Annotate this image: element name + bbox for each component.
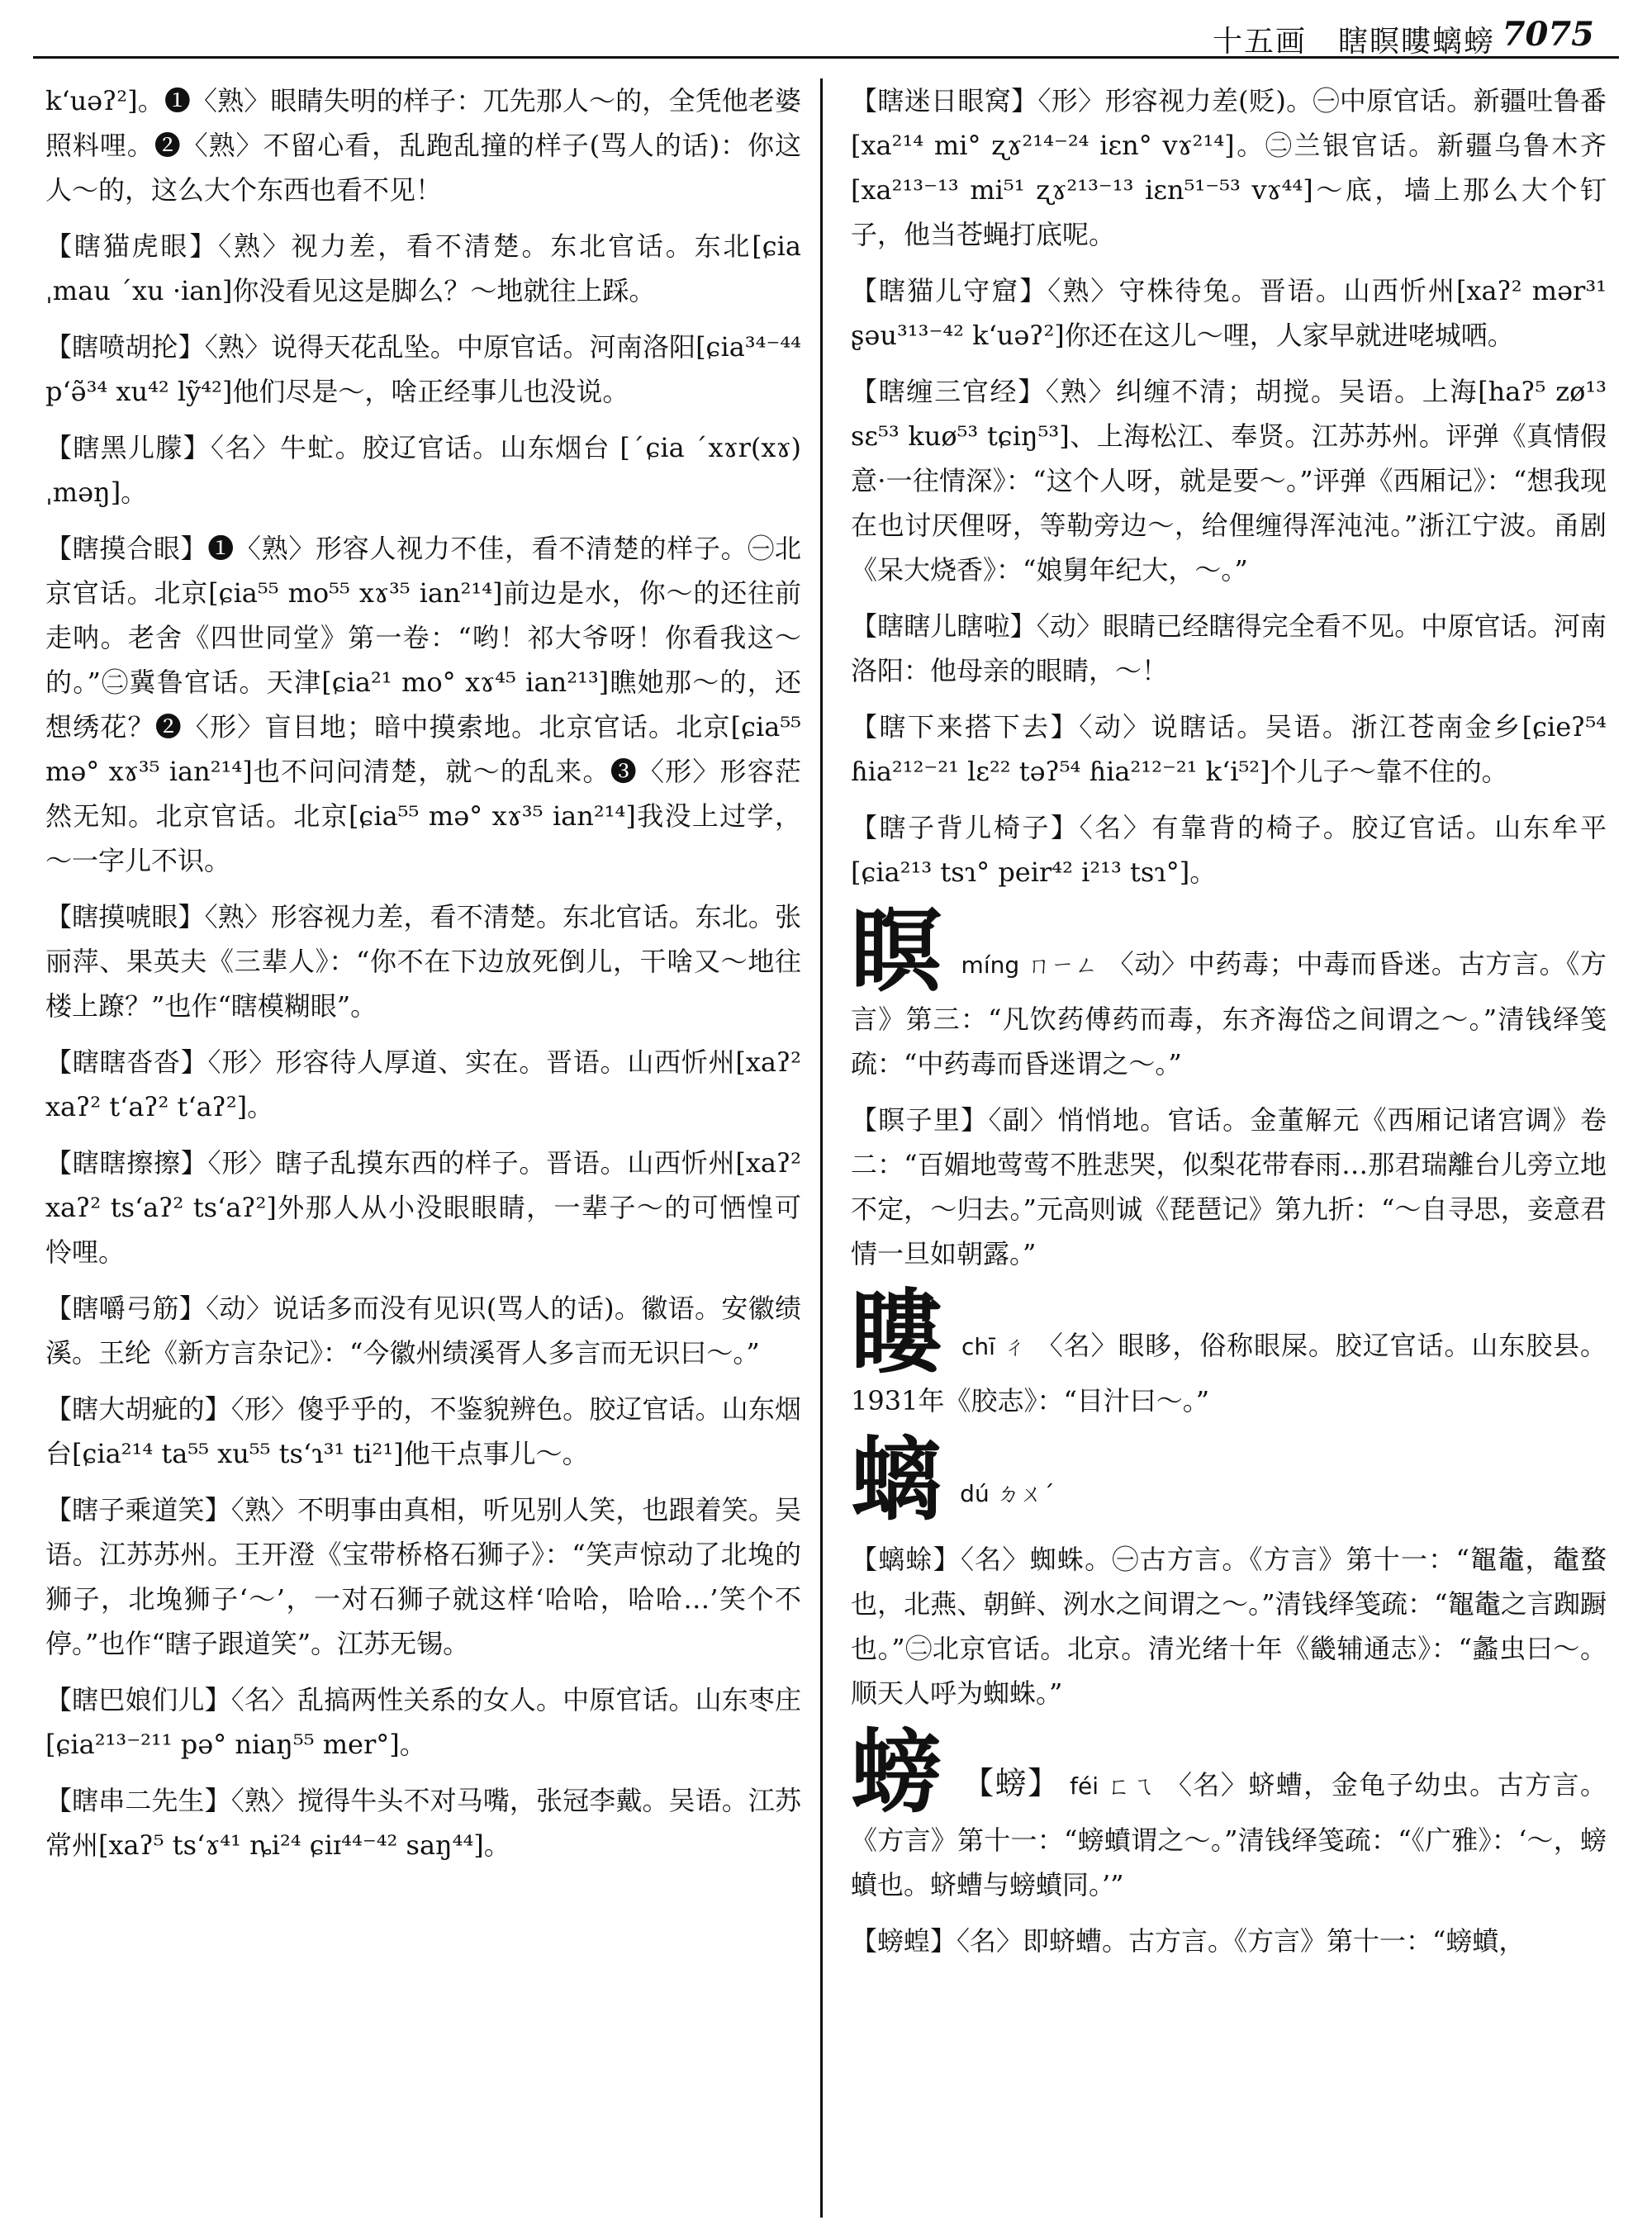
headword-char: 螭: [851, 1426, 942, 1533]
entry: 【瞎巴娘们儿】〈名〉乱搞两性关系的女人。中原官话。山东枣庄[ɕia²¹³⁻²¹¹ pə° niaŋ⁵⁵ mer°]。: [45, 1684, 801, 1760]
headword-char: 螃: [851, 1719, 943, 1825]
entry: 【螭蜍】〈名〉蜘蛛。㊀古方言。《方言》第十一：“鼅鼄，鼄蝥也，北燕、朝鲜、洌水之间谓之～。”清钱绎笺疏：“鼅鼄之言踟蹰也。”㊁北京官话。北京。清光绪十年《畿辅通志》：“蠡虫曰～。顺天人呼为蜘蛛。”: [851, 1544, 1607, 1709]
entry: 【瞎瞎沓沓】〈形〉形容待人厚道、实在。晋语。山西忻州[xaʔ² xaʔ² t‘aʔ² t‘aʔ²]。: [45, 1046, 801, 1122]
pinyin: míng ㄇㄧㄥ: [961, 951, 1099, 979]
entry: 【瞎子乘道笑】〈熟〉不明事由真相，听见别人笑，也跟着笑。吴语。江苏苏州。王开澄《宝带桥格石狮子》：“笑声惊动了北堍的狮子，北堍狮子‘～’，一对石狮子就这样‘哈哈，哈哈…’笑个不停。”也作“瞎子跟道笑”。江苏无锡。: [45, 1494, 801, 1659]
page-header: [33, 15, 1619, 59]
entry: 【瞎摸唬眼】〈熟〉形容视力差，看不清楚。东北官话。东北。张丽萍、果英夫《三辈人》：“你不在下边放死倒儿，干啥又～地往楼上蹽？”也作“瞎模糊眼”。: [45, 901, 801, 1022]
headword-fei: [851, 1719, 1607, 1907]
pinyin: dú ㄉㄨˊ: [960, 1480, 1055, 1507]
entry: 【瞎大胡疵的】〈形〉傻乎乎的，不鉴貌辨色。胶辽官话。山东烟台[ɕia²¹⁴ ta⁵⁵ xu⁵⁵ ts‘ɿ³¹ ti²¹]他干点事儿～。: [45, 1393, 801, 1469]
entry: 【瞎嚼弓筋】〈动〉说话多而没有见识(骂人的话)。徽语。安徽绩溪。王纶《新方言杂记》：“今徽州绩溪胥人多言而无识曰～。”: [45, 1293, 801, 1369]
left-column: [45, 78, 801, 1879]
entry: 【瞎瞎儿瞎啦】〈动〉眼睛已经瞎得完全看不见。中原官话。河南洛阳：他母亲的眼睛，～！: [851, 610, 1607, 686]
entry: 【瞎下来搭下去】〈动〉说瞎话。吴语。浙江苍南金乡[ɕieʔ⁵⁴ ɦia²¹²⁻²¹ lɛ²² təʔ⁵⁴ ɦia²¹²⁻²¹ k‘i⁵²]个儿子～靠不住的。: [851, 711, 1607, 787]
definition: 〈名〉蛴螬，金龟子幼虫。古方言。《方言》第十一：“螃蟦谓之～。”清钱绎笺疏：“《广雅》：‘～，螃蟦也。蛴螬与螃蟦同。’”: [851, 1769, 1607, 1900]
entry: 【瞎猫虎眼】〈熟〉视力差，看不清楚。东北官话。东北[ɕia ˌmau ˊxu ·ian]你没看见这是脚么？～地就往上踩。: [45, 230, 801, 306]
headword-char: 瞜: [851, 1279, 942, 1386]
headword-char: 瞑: [851, 898, 942, 1004]
entry: 【瞑子里】〈副〉悄悄地。官话。金董解元《西厢记诸宫调》卷二：“百媚地莺莺不胜悲哭，似梨花带春雨…那君瑞離台儿旁立地不定，～归去。”元高则诚《琵琶记》第九折：“～自寻思，妾意君情一旦如朝露。”: [851, 1104, 1607, 1269]
pinyin: féi ㄈㄟ: [1070, 1772, 1156, 1800]
definition: 〈名〉眼眵，俗称眼屎。胶辽官话。山东胶县。1931年《胶志》：“目汁曰～。”: [851, 1330, 1607, 1416]
header-title: 十五画 瞎瞑瞜螭螃: [1212, 25, 1495, 59]
entry: k‘uəʔ²]。❶〈熟〉眼睛失明的样子：兀先那人～的，全凭他老婆照料哩。❷〈熟〉不留心看，乱跑乱撞的样子(骂人的话)：你这人～的，这么大个东西也看不见！: [45, 85, 801, 206]
entry: 【瞎缠三官经】〈熟〉纠缠不清；胡搅。吴语。上海[haʔ⁵ zø¹³ sɛ⁵³ kuø⁵³ tɕiŋ⁵³]、上海松江、奉贤。江苏苏州。评弹《真情假意·一往情深》：“这个人呀，就是要～。”评弹《西厢记》：“想我现在也讨厌俚呀，等勒旁边～，给俚缠得浑沌沌。”浙江宁波。甬剧《呆大烧香》：“娘舅年纪大，～。”: [851, 376, 1607, 586]
entry: 【瞎串二先生】〈熟〉搅得牛头不对马嘴，张冠李戴。吴语。江苏常州[xaʔ⁵ ts‘ɤ⁴¹ ȵi²⁴ ɕiɪ⁴⁴⁻⁴² saŋ⁴⁴]。: [45, 1785, 801, 1861]
right-column: [851, 78, 1607, 1975]
column-divider: [820, 78, 823, 2218]
headword-du: [851, 1426, 1607, 1533]
pinyin: chī ㄔ: [961, 1333, 1028, 1360]
entry: 【瞎子背儿椅子】〈名〉有靠背的椅子。胶辽官话。山东牟平[ɕia²¹³ tsɿ° peir⁴² i²¹³ tsɿ°]。: [851, 812, 1607, 888]
entry: 【螃蝗】〈名〉即蛴螬。古方言。《方言》第十一：“螃蟦，: [851, 1925, 1526, 1957]
entry: 【瞎摸合眼】❶〈熟〉形容人视力不佳，看不清楚的样子。㊀北京官话。北京[ɕia⁵⁵ mo⁵⁵ xɤ³⁵ ian²¹⁴]前边是水，你～的还往前走呐。老舍《四世同堂》第一卷：“哟！祁大爷呀！你看我这～的。”㊁冀鲁官话。天津[ɕia²¹ mo° xɤ⁴⁵ ian²¹³]瞧她那～的，还想绣花？❷〈形〉盲目地；暗中摸索地。北京官话。北京[ɕia⁵⁵ mə° xɤ³⁵ ian²¹⁴]也不问问清楚，就～的乱来。❸〈形〉形容茫然无知。北京官话。北京[ɕia⁵⁵ mə° xɤ³⁵ ian²¹⁴]我没上过学，～一字儿不识。: [45, 533, 801, 876]
entry: 【瞎迷日眼窝】〈形〉形容视力差(贬)。㊀中原官话。新疆吐鲁番[xa²¹⁴ mi° ʐɤ²¹⁴⁻²⁴ iɛn° vɤ²¹⁴]。㊁兰银官话。新疆乌鲁木齐[xa²¹³⁻¹³ mi⁵¹ ʐɤ²¹³⁻¹³ iɛn⁵¹⁻⁵³ vɤ⁴⁴]～底，墙上那么大个钉子，他当苍蝇打底呢。: [851, 85, 1607, 250]
entry: 【瞎瞎擦擦】〈形〉瞎子乱摸东西的样子。晋语。山西忻州[xaʔ² xaʔ² ts‘aʔ² ts‘aʔ²]外那人从小没眼眼睛，一辈子～的可恓惶可怜哩。: [45, 1147, 801, 1268]
page-number: 7075: [1502, 15, 1594, 54]
entry: 【瞎猫儿守窟】〈熟〉守株待兔。晋语。山西忻州[xaʔ² mər³¹ ʂəu³¹³⁻⁴² k‘uəʔ²]你还在这儿～哩，人家早就进咾城哂。: [851, 275, 1607, 351]
variant-char: 【螃】: [962, 1765, 1061, 1801]
definition: 〈动〉中药毒；中毒而昏迷。古方言。《方言》第三：“凡饮药傅药而毒，东齐海岱之间谓之～。”清钱绎笺疏：“中药毒而昏迷谓之～。”: [851, 948, 1607, 1079]
headword-chi: [851, 1279, 1607, 1423]
headword-ming: [851, 898, 1607, 1086]
entry: 【瞎喷胡抡】〈熟〉说得天花乱坠。中原官话。河南洛阳[ɕia³⁴⁻⁴⁴ p‘ə̃³⁴ xu⁴² lỹ⁴²]他们尽是～，啥正经事儿也没说。: [45, 331, 801, 407]
entry: 【瞎黑儿朦】〈名〉牛虻。胶辽官话。山东烟台 [ˊɕia ˊxɤr(xɤ) ˌməŋ]。: [45, 432, 801, 508]
